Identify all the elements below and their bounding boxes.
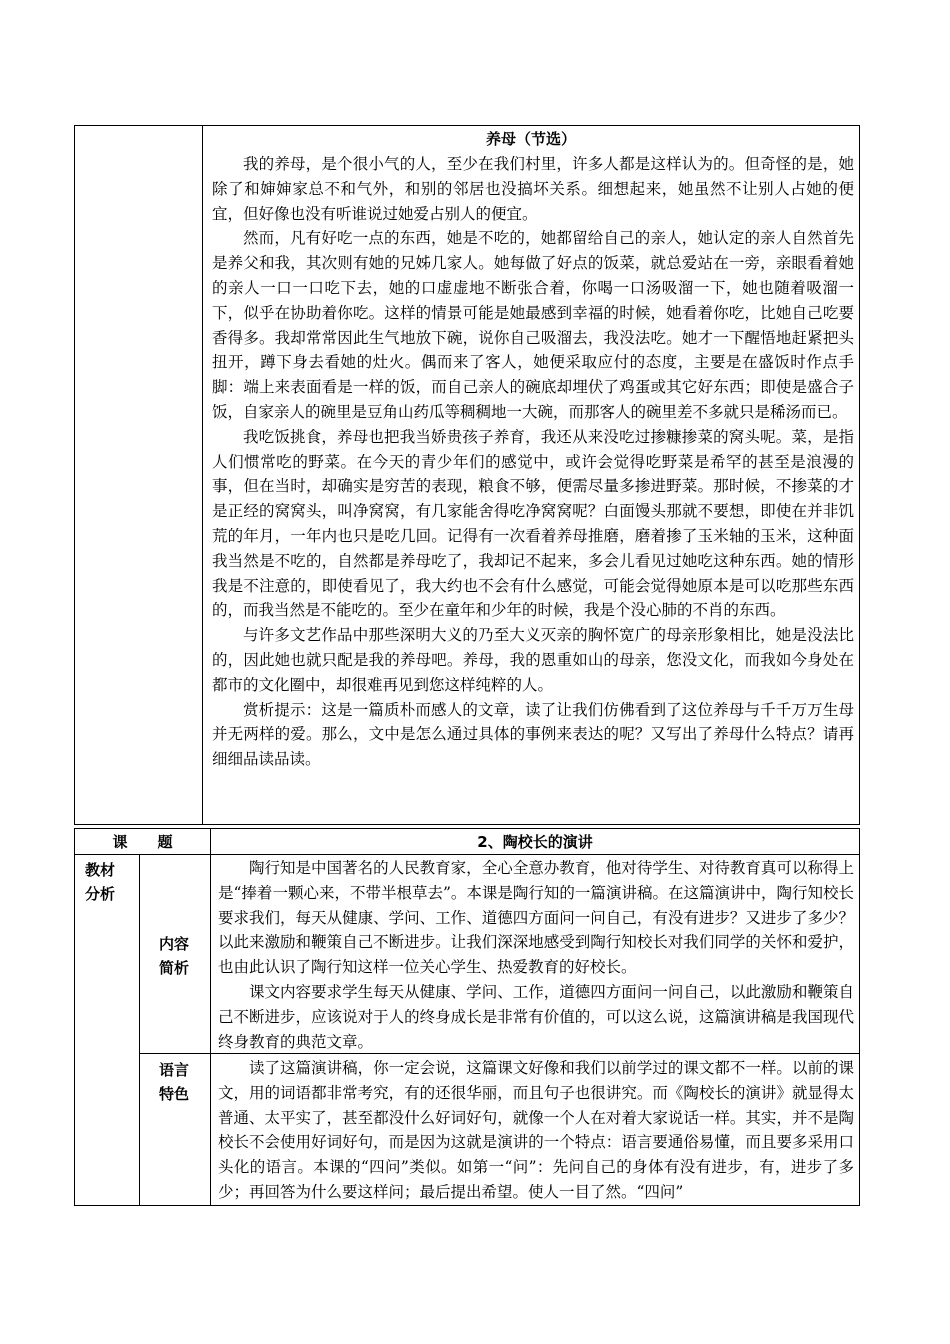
- language-paragraph: 读了这篇演讲稿，你一定会说，这篇课文好像和我们以前学过的课文都不一样。以前的课文，用的词语都非常考究，有的还很华丽，而且句子也很讲究。而《陶校长的演讲》就显得太普通、太平实了，甚至都没什么好词好句，就像一个人在对着大家说话一样。其实，并不是陶校长不会使用好词好句，而是因为这就是演讲的一个特点：语言要通俗易懂，而且要多采用口头化的语言。本课的“四问”类似。如第一“问”：先问自己的身体有没有进步，有，进步了多少；再回答为什么要这样问；最后提出希望。使人一目了然。“四问”: [218, 1059, 854, 1201]
- lesson-col-divider-1: [139, 854, 140, 1206]
- language-feature-body: [218, 1056, 854, 1205]
- topic-label: 课 题: [112, 833, 173, 851]
- content-paragraph: 陶行知是中国著名的人民教育家，全心全意办教育，他对待学生、对待教育真可以称得上是“捧着一颗心来，不带半根草去”。本课是陶行知的一篇演讲稿。在这篇演讲中，陶行知校长要求我们，每天从健康、学问、工作、道德四方面问一问自己，有没有进步？又进步了多少？以此来激励和鞭策自己不断进步。让我们深深地感受到陶行知校长对我们同学的关怀和爱护，也由此认识了陶行知这样一位关心学生、热爱教育的好校长。: [218, 859, 854, 977]
- language-feature-label: 语言特色: [158, 1061, 189, 1103]
- content-brief-body: [218, 856, 854, 1054]
- reading-table-divider: [202, 125, 203, 825]
- lesson-header-rule: [74, 854, 860, 855]
- material-analysis-label: 教材分析: [84, 861, 115, 903]
- reading-appreciation-tip: 赏析提示：这是一篇质朴而感人的文章，读了让我们仿佛看到了这位养母与千千万万生母并无两样的爱。那么，文中是怎么通过具体的事例来表达的呢？又写出了养母什么特点？请再细细品读品读。: [212, 700, 854, 769]
- reading-paragraph: 然而，凡有好吃一点的东西，她是不吃的，她都留给自己的亲人，她认定的亲人自然首先是养父和我，其次则有她的兄姊几家人。她每做了好点的饭菜，就总爱站在一旁，亲眼看着她的亲人一口一口吃下去，她的口虚虚地不断张合着，你喝一口汤吸溜一下，她也随着吸溜一下，似乎在协助着你吃。这样的情景可能是她最感到幸福的时候，她看着你吃，比她自己吃要香得多。我却常常因此生气地放下碗，说你自己吸溜去，我没法吃。她才一下醒悟地赶紧把头扭开，蹲下身去看她的灶火。偶而来了客人，她便采取应付的态度，主要是在盛饭时作点手脚：端上来表面看是一样的饭，而自己亲人的碗底却埋伏了鸡蛋或其它好东西；即使是盛合子饭，自家亲人的碗里是豆角山药瓜等稠稠地一大碗，而那客人的碗里差不多就只是稀汤而已。: [212, 229, 854, 421]
- lesson-topic: 2、陶校长的演讲: [477, 833, 593, 851]
- reading-title: 养母（节选）: [485, 130, 576, 148]
- lesson-col-divider-2: [210, 828, 211, 1206]
- content-brief-label: 内容简析: [158, 935, 189, 977]
- reading-paragraph: 我吃饭挑食，养母也把我当娇贵孩子养育，我还从来没吃过掺糠掺菜的窝头呢。菜，是指人们惯常吃的野菜。在今天的青少年们的感觉中，或许会觉得吃野菜是希罕的甚至是浪漫的事，但在当时，却确实是穷苦的表现，粮食不够，便需尽量多掺进野菜。那时候，不掺菜的才是正经的窝窝头，叫净窝窝，有几家能舍得吃净窝窝呢？白面馒头那就不要想，即使在并非饥荒的年月，一年内也只是吃几回。记得有一次看着养母推磨，磨着掺了玉米轴的玉米，这种面我当然是不吃的，自然都是养母吃了，我却记不起来，多会儿看见过她吃这种东西。她的情形我是不注意的，即使看见了，我大约也不会有什么感觉，可能会觉得她原本是可以吃那些东西的，而我当然是不能吃的。至少在童年和少年的时候，我是个没心肺的不肖的东西。: [212, 427, 854, 620]
- reading-paragraph: 我的养母，是个很小气的人，至少在我们村里，许多人都是这样认为的。但奇怪的是，她除了和婶婶家总不和气外，和别的邻居也没搞坏关系。细想起来，她虽然不让别人占她的便宜，但好像也没有听谁说过她爱占别人的便宜。: [212, 155, 854, 223]
- reading-paragraph: 与许多文艺作品中那些深明大义的乃至大义灭亲的胸怀宽广的母亲形象相比，她是没法比的，因此她也就只配是我的养母吧。养母，我的恩重如山的母亲，您没文化，而我如今身处在都市的文化圈中，却很难再见到您这样纯粹的人。: [212, 626, 854, 694]
- reading-body: [212, 152, 854, 772]
- content-paragraph: 课文内容要求学生每天从健康、学问、工作，道德四方面问一问自己，以此激励和鞭策自己不断进步，应该说对于人的终身成长是非常有价值的，可以这么说，这篇演讲稿是我国现代终身教育的典范文章。: [218, 982, 854, 1051]
